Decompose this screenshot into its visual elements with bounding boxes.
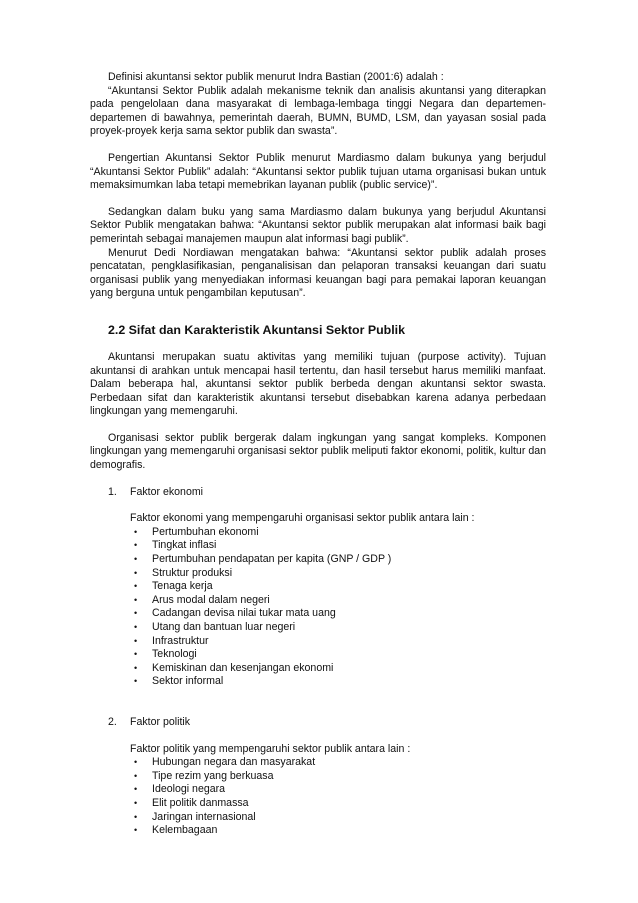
bullet-icon: • bbox=[134, 554, 138, 565]
list-item-text: Tipe rezim yang berkuasa bbox=[152, 769, 274, 782]
paragraph-line: Menurut Dedi Nordiawan mengatakan bahwa: “Akuntansi sektor publik adalah proses pencatatan, pengklasifikasian, penganalisisan dan pelaporan transaksi keuangan dari suatu organisasi publik yang menyediakan informasi keuangan bagi para pemakai laporan keuangan yang berguna untuk pengambilan keputusan”. bbox=[90, 246, 546, 300]
list-item-text: Ideologi negara bbox=[152, 783, 226, 796]
list-item-text: Elit politik danmassa bbox=[152, 796, 249, 809]
list-item bbox=[134, 621, 546, 635]
list-item-text: Jaringan internasional bbox=[152, 810, 256, 823]
section-paragraph-2 bbox=[90, 432, 546, 473]
section-heading: 2.2 Sifat dan Karakteristik Akuntansi Sektor Publik bbox=[108, 322, 406, 337]
factor-title-row bbox=[108, 716, 546, 730]
list-item-text: Arus modal dalam negeri bbox=[152, 593, 270, 606]
factor-bullet-list bbox=[130, 756, 546, 838]
bullet-icon: • bbox=[134, 526, 138, 537]
paragraph-line: Definisi akuntansi sektor publik menurut Indra Bastian (2001:6) adalah : bbox=[108, 71, 444, 83]
list-number: 2. bbox=[108, 715, 117, 728]
paragraph-line: Sedangkan dalam buku yang sama Mardiasmo dalam bukunya yang berjudul Akuntansi Sektor Publik mengatakan bahwa: “Akuntansi sektor publik merupakan alat informasi baik bagi pemerintah sebagai manajemen maupun alat informasi bagi publik”. bbox=[90, 205, 546, 245]
list-item-text: Tingkat inflasi bbox=[152, 539, 217, 552]
list-item-text: Teknologi bbox=[152, 648, 197, 661]
bullet-icon: • bbox=[134, 567, 138, 578]
list-item bbox=[134, 635, 546, 649]
list-item-text: Infrastruktur bbox=[152, 634, 209, 647]
list-item bbox=[134, 607, 546, 621]
intro-paragraph-2 bbox=[90, 152, 546, 193]
bullet-icon: • bbox=[134, 825, 138, 836]
bullet-icon: • bbox=[134, 594, 138, 605]
list-item bbox=[134, 811, 546, 825]
bullet-icon: • bbox=[134, 608, 138, 619]
paragraph-line: Organisasi sektor publik bergerak dalam ingkungan yang sangat kompleks. Komponen lingkungan yang memengaruhi organisasi sektor publik meliputi faktor ekonomi, politik, kultur dan demografis. bbox=[90, 431, 546, 472]
list-item bbox=[134, 770, 546, 784]
list-item-text: Kelembagaan bbox=[152, 824, 218, 837]
list-item-text: Pertumbuhan pendapatan per kapita (GNP / GDP ) bbox=[152, 553, 392, 566]
bullet-icon: • bbox=[134, 649, 138, 660]
factor-title: Faktor politik bbox=[130, 715, 191, 728]
factor-political bbox=[108, 716, 546, 838]
factor-body bbox=[130, 512, 546, 689]
list-item bbox=[134, 526, 546, 540]
list-item-text: Sektor informal bbox=[152, 675, 224, 688]
factor-economic bbox=[108, 486, 546, 689]
intro-paragraph-1 bbox=[90, 71, 546, 139]
bullet-icon: • bbox=[134, 662, 138, 673]
bullet-icon: • bbox=[134, 811, 138, 822]
list-item bbox=[134, 783, 546, 797]
list-item bbox=[134, 594, 546, 608]
list-item bbox=[134, 756, 546, 770]
bullet-icon: • bbox=[134, 622, 138, 632]
paragraph-line: Akuntansi merupakan suatu aktivitas yang memiliki tujuan (purpose activity). Tujuan akuntansi di arahkan untuk mencapai hasil tertentu, dan hasil tersebut harus memiliki manfaat. Dalam beberapa hal, akuntansi sektor publik berbeda dengan akuntansi sektor swasta. Perbedaan sifat dan karakteristik akuntansi tersebut disebabkan karena adanya perbedaan lingkungan yang memengaruhi. bbox=[90, 350, 546, 418]
bullet-icon: • bbox=[134, 797, 138, 808]
list-item-text: Hubungan negara dan masyarakat bbox=[152, 756, 316, 769]
factor-body bbox=[130, 743, 546, 838]
bullet-icon: • bbox=[134, 635, 138, 646]
bullet-icon: • bbox=[134, 757, 138, 768]
factor-title: Faktor ekonomi bbox=[130, 485, 204, 498]
spacer bbox=[90, 689, 546, 716]
bullet-icon: • bbox=[134, 540, 138, 551]
intro-paragraph-3 bbox=[90, 206, 546, 301]
list-number: 1. bbox=[108, 485, 117, 498]
factor-intro: Faktor ekonomi yang mempengaruhi organisasi sektor publik antara lain : bbox=[130, 512, 475, 525]
list-item bbox=[134, 648, 546, 662]
paragraph-line: “Akuntansi Sektor Publik adalah mekanisme teknik dan analisis akuntansi yang diterapkan pada pengelolaan dana masyarakat di lembaga-lembaga tinggi Negara dan departemen-departemen di bawahnya, pemerintah daerah, BUMN, BUMD, LSM, dan yayasan sosial pada proyek-proyek kerja sama sektor publik dan swasta”. bbox=[90, 84, 546, 138]
list-item bbox=[134, 539, 546, 553]
factor-intro: Faktor politik yang mempengaruhi sektor publik antara lain : bbox=[130, 742, 411, 755]
list-item-text: Kemiskinan dan kesenjangan ekonomi bbox=[152, 661, 334, 674]
list-item bbox=[134, 797, 546, 811]
list-item bbox=[134, 662, 546, 676]
list-item bbox=[134, 675, 546, 689]
list-item bbox=[134, 567, 546, 581]
section-paragraph-1 bbox=[90, 351, 546, 419]
paragraph-line: Pengertian Akuntansi Sektor Publik menurut Mardiasmo dalam bukunya yang berjudul “Akuntansi Sektor Publik” adalah: “Akuntansi sektor publik tujuan utama organisasi bukan untuk memaksimumkan laba tetapi memebrikan layanan publik (public service)”. bbox=[90, 151, 546, 192]
bullet-icon: • bbox=[134, 770, 138, 781]
list-item-text: Utang dan bantuan luar negeri bbox=[152, 621, 296, 633]
factor-bullet-list bbox=[130, 526, 546, 689]
bullet-icon: • bbox=[134, 784, 138, 795]
bullet-icon: • bbox=[134, 581, 138, 592]
list-item-text: Struktur produksi bbox=[152, 566, 233, 579]
list-item bbox=[134, 580, 546, 594]
bullet-icon: • bbox=[134, 676, 138, 687]
factor-title-row bbox=[108, 486, 546, 500]
list-item-text: Tenaga kerja bbox=[152, 580, 213, 593]
list-item bbox=[134, 824, 546, 838]
list-item bbox=[134, 553, 546, 567]
list-item-text: Cadangan devisa nilai tukar mata uang bbox=[152, 607, 336, 620]
list-item-text: Pertumbuhan ekonomi bbox=[152, 525, 259, 538]
